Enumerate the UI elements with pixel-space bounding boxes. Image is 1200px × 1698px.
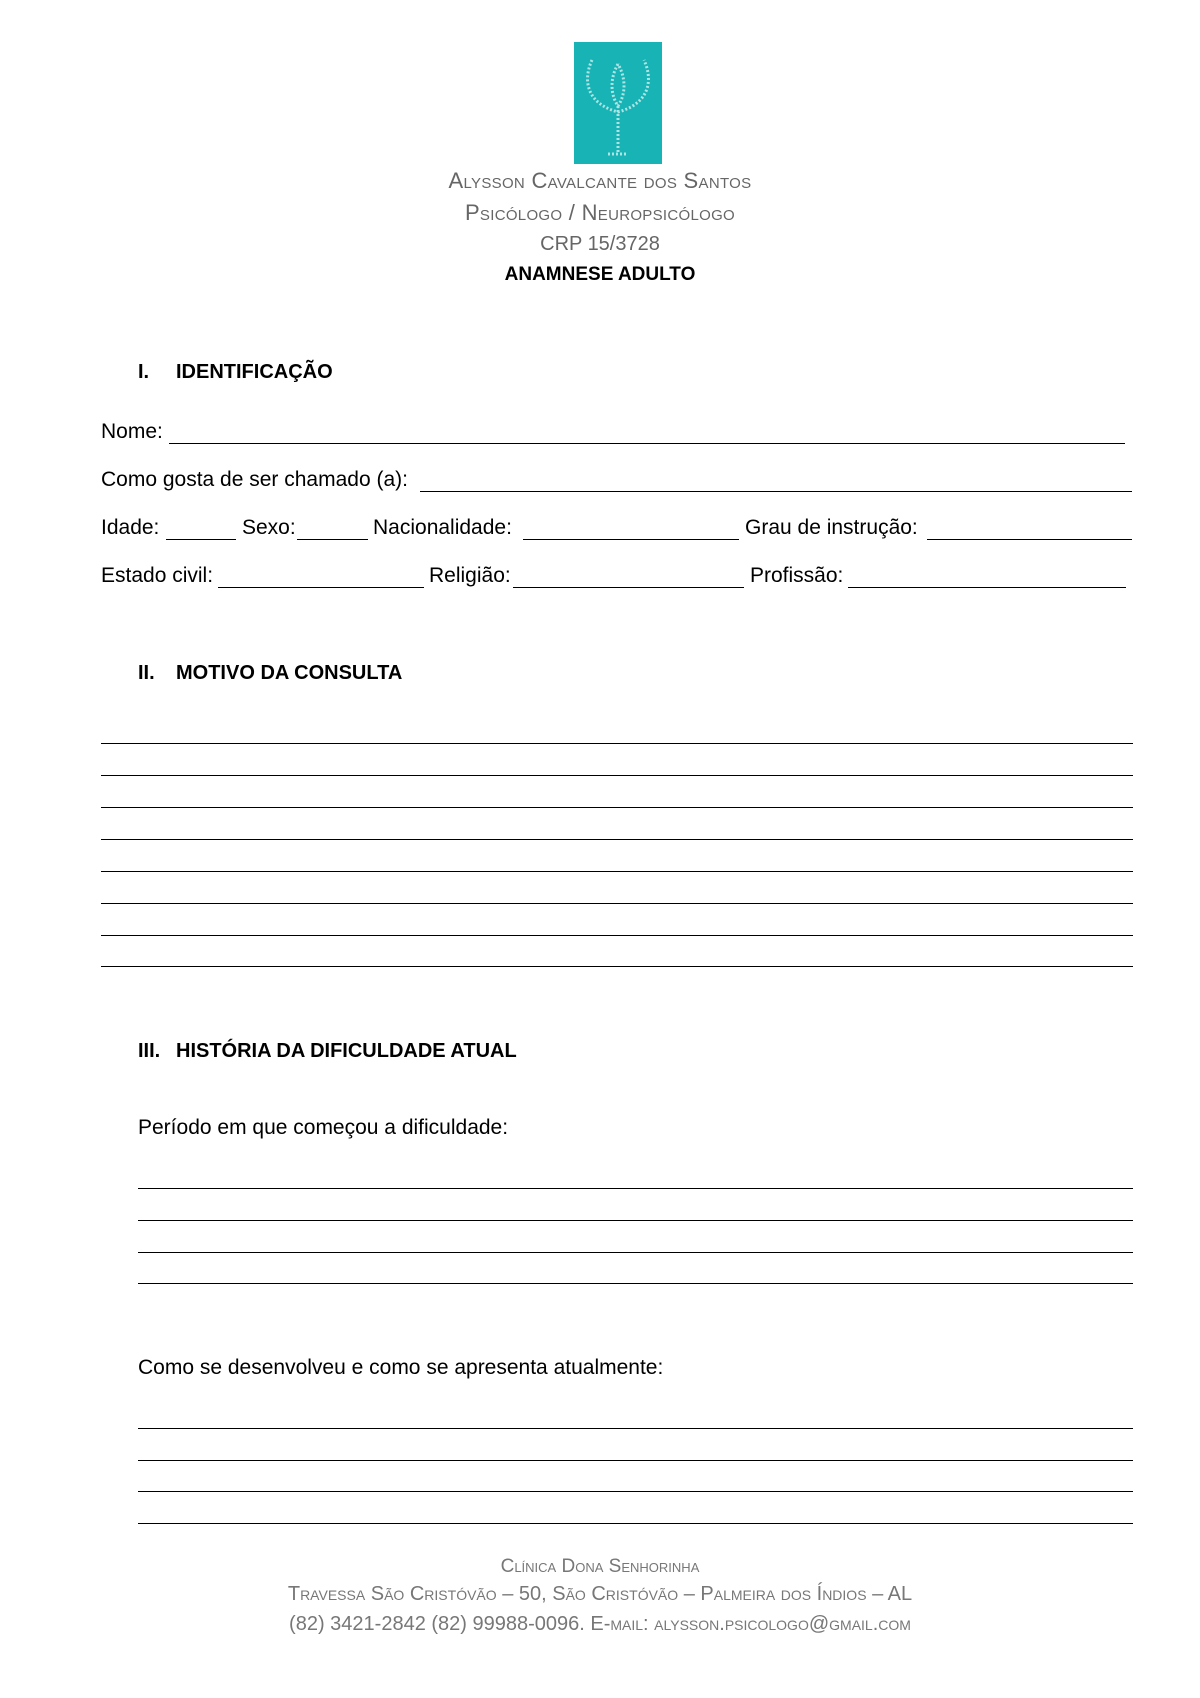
answer-line[interactable] (101, 743, 1133, 744)
psi-symbol-icon (574, 42, 662, 164)
question-desenvolveu: Como se desenvolveu e como se apresenta atualmente: (138, 1356, 664, 1379)
footer-contact: (82) 3421-2842 (82) 99988-0096. E-mail: alysson.psicologo@gmail.com (289, 1613, 911, 1635)
answer-line[interactable] (101, 903, 1133, 904)
nacionalidade-field[interactable] (523, 539, 739, 540)
answer-line[interactable] (138, 1188, 1133, 1189)
question-periodo: Período em que começou a dificuldade: (138, 1116, 509, 1139)
footer-address: Travessa São Cristóvão – 50, São Cristóvão – Palmeira dos Índios – AL (287, 1583, 913, 1605)
label-religiao: Religião: (429, 564, 511, 587)
chamado-field[interactable] (420, 491, 1132, 492)
answer-line[interactable] (138, 1428, 1133, 1429)
label-grau-instrucao: Grau de instrução: (745, 516, 918, 539)
document-title: ANAMNESE ADULTO (504, 264, 696, 285)
answer-line[interactable] (101, 839, 1133, 840)
section-title: HISTÓRIA DA DIFICULDADE ATUAL (176, 1040, 517, 1062)
label-sexo: Sexo: (242, 516, 296, 539)
profissao-field[interactable] (848, 587, 1126, 588)
psychologist-name: Alysson Cavalcante dos Santos (448, 168, 752, 193)
answer-line[interactable] (101, 966, 1133, 967)
section-motivo-consulta (138, 662, 402, 685)
crp-number: CRP 15/3728 (540, 233, 660, 255)
section-number: II. (138, 662, 155, 684)
section-title: IDENTIFICAÇÃO (176, 361, 333, 383)
answer-line[interactable] (138, 1283, 1133, 1284)
label-nome: Nome: (101, 420, 163, 443)
answer-line[interactable] (138, 1220, 1133, 1221)
section-number: III. (138, 1040, 161, 1062)
sexo-field[interactable] (297, 539, 368, 540)
section-title: MOTIVO DA CONSULTA (176, 662, 403, 684)
psychologist-role: Psicólogo / Neuropsicólogo (464, 200, 736, 225)
idade-field[interactable] (166, 539, 236, 540)
answer-line[interactable] (138, 1491, 1133, 1492)
nome-field[interactable] (169, 443, 1125, 444)
answer-line[interactable] (138, 1252, 1133, 1253)
grau-instrucao-field[interactable] (927, 539, 1132, 540)
answer-line[interactable] (101, 775, 1133, 776)
label-estado-civil: Estado civil: (101, 564, 214, 587)
section-number: I. (138, 361, 150, 383)
section-identificacao (138, 361, 333, 384)
answer-line[interactable] (101, 935, 1133, 936)
label-idade: Idade: (101, 516, 160, 539)
answer-line[interactable] (138, 1523, 1133, 1524)
answer-line[interactable] (101, 807, 1133, 808)
answer-line[interactable] (101, 871, 1133, 872)
label-profissao: Profissão: (750, 564, 844, 587)
section-historia-dificuldade (138, 1040, 517, 1063)
estado-civil-field[interactable] (218, 587, 424, 588)
label-nacionalidade: Nacionalidade: (373, 516, 512, 539)
label-chamado: Como gosta de ser chamado (a): (101, 468, 408, 491)
clinic-logo (574, 42, 662, 164)
religiao-field[interactable] (513, 587, 744, 588)
footer-clinic: Clínica Dona Senhorinha (500, 1556, 700, 1577)
answer-line[interactable] (138, 1460, 1133, 1461)
